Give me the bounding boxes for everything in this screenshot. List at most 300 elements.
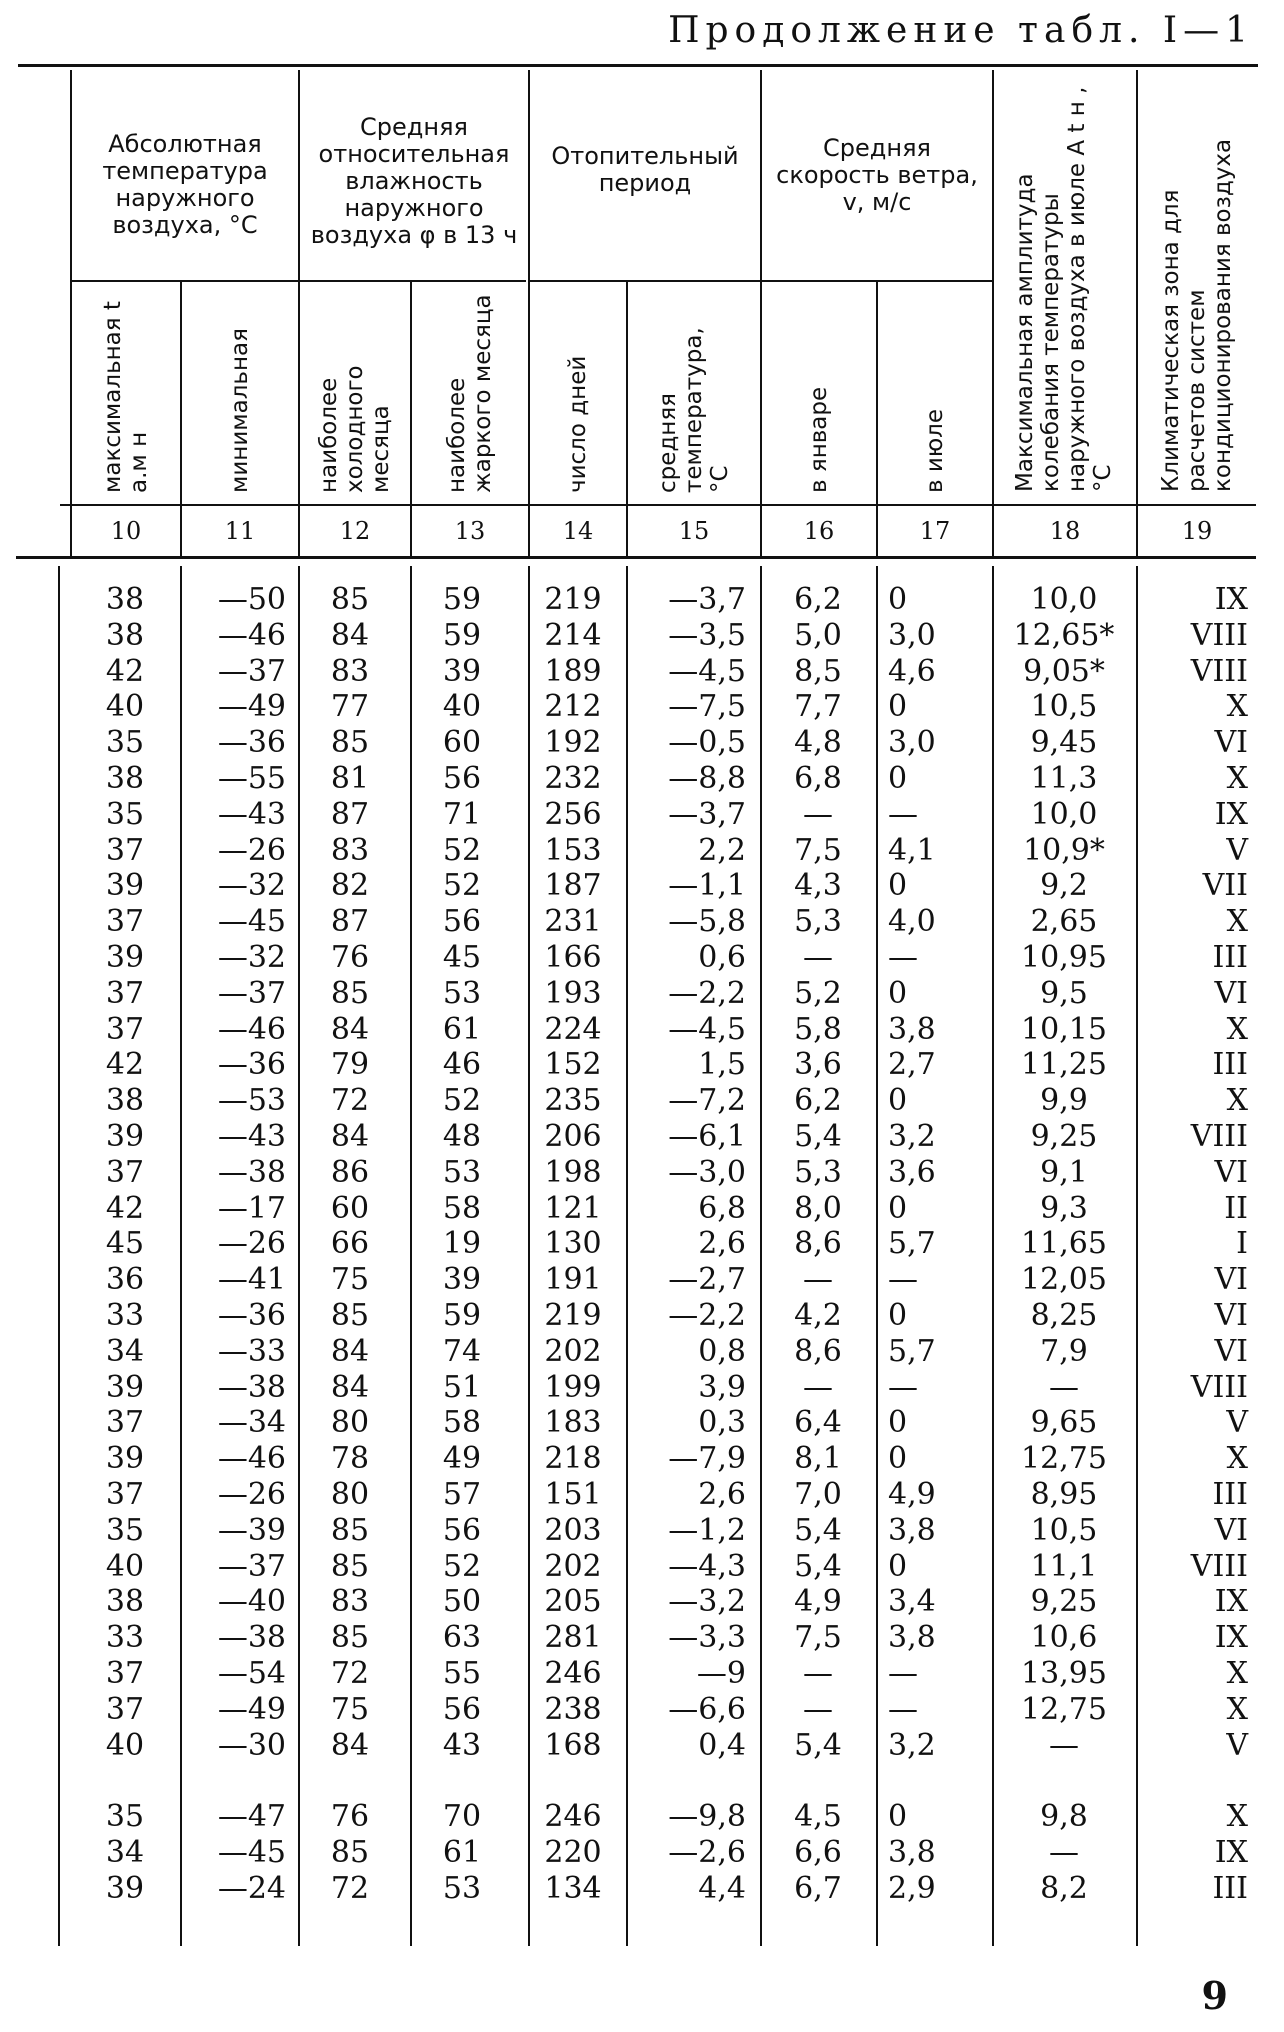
table-cell: 82 bbox=[330, 868, 370, 904]
table-cell: 37 bbox=[105, 1656, 145, 1691]
column-number: 18 bbox=[1049, 517, 1081, 545]
table-cell: 193 bbox=[544, 975, 602, 1011]
table-cell: —37 bbox=[217, 1548, 286, 1584]
table-cell: —8,8 bbox=[668, 761, 746, 796]
table-cell: 39 bbox=[442, 1262, 482, 1298]
table-cell: —49 bbox=[217, 689, 286, 725]
table-cell: 84 bbox=[330, 1727, 370, 1763]
table-cell: 39 bbox=[105, 1119, 145, 1154]
table-cell: 10,5 bbox=[1030, 689, 1098, 725]
table-cell: 0,4 bbox=[698, 1727, 746, 1763]
table-cell: VI bbox=[1214, 1154, 1248, 1190]
table-cell: 6,8 bbox=[698, 1190, 746, 1226]
table-cell: 0,8 bbox=[698, 1333, 746, 1369]
table-cell: 9,25 bbox=[1030, 1584, 1098, 1620]
table-cell: —2,2 bbox=[668, 1298, 746, 1333]
table-cell: —3,2 bbox=[668, 1584, 746, 1620]
table-cell: 6,8 bbox=[794, 761, 842, 796]
table-cell: 40 bbox=[105, 689, 145, 725]
table-cell: —43 bbox=[217, 796, 286, 832]
table-cell: 38 bbox=[105, 1083, 145, 1119]
table-cell: 39 bbox=[442, 653, 482, 689]
table-cell: 281 bbox=[544, 1620, 602, 1656]
table-cell: 5,0 bbox=[794, 617, 842, 653]
table-cell: 3,2 bbox=[888, 1727, 936, 1763]
table-cell: 61 bbox=[442, 1835, 482, 1871]
table-cell: 38 bbox=[105, 582, 145, 617]
column-number: 16 bbox=[803, 517, 835, 545]
table-cell: 5,2 bbox=[794, 975, 842, 1011]
table-cell: — bbox=[803, 1262, 833, 1298]
table-cell: 121 bbox=[544, 1190, 602, 1226]
table-cell: 45 bbox=[105, 1226, 145, 1262]
table-cell: 246 bbox=[544, 1799, 602, 1835]
table-cell: 35 bbox=[105, 1799, 145, 1835]
table-cell: —4,3 bbox=[668, 1548, 746, 1584]
table-cell: 0 bbox=[888, 1083, 908, 1119]
table-cell: —41 bbox=[217, 1262, 286, 1298]
table-cell: 81 bbox=[330, 761, 370, 796]
table-cell: VI bbox=[1214, 1262, 1248, 1298]
table-cell: —26 bbox=[217, 1477, 286, 1512]
table-cell: —26 bbox=[217, 1226, 286, 1262]
table-cell: IX bbox=[1214, 1835, 1248, 1871]
table-cell: IX bbox=[1214, 582, 1248, 617]
sub-hot-text: наиболее жаркого месяца bbox=[444, 294, 496, 493]
table-cell: 11,3 bbox=[1030, 761, 1098, 796]
page-number: 9 bbox=[1201, 1973, 1228, 2018]
table-cell: 3,8 bbox=[888, 1620, 936, 1656]
table-cell: 3,0 bbox=[888, 617, 936, 653]
table-cell: 3,8 bbox=[888, 1512, 936, 1548]
table-cell: — bbox=[888, 1656, 918, 1691]
table-cell: 52 bbox=[442, 832, 482, 868]
table-cell: 130 bbox=[544, 1226, 602, 1262]
table-cell: 5,4 bbox=[794, 1512, 842, 1548]
table-cell: 40 bbox=[442, 689, 482, 725]
table-cell: IX bbox=[1214, 1584, 1248, 1620]
table-cell: 60 bbox=[442, 725, 482, 761]
table-cell: 9,45 bbox=[1030, 725, 1098, 761]
table-cell: 80 bbox=[330, 1405, 370, 1441]
table-cell: 75 bbox=[330, 1691, 370, 1727]
table-cell: 153 bbox=[544, 832, 602, 868]
table-cell: —38 bbox=[217, 1620, 286, 1656]
table-cell: 7,0 bbox=[794, 1477, 842, 1512]
table-cell: —26 bbox=[217, 832, 286, 868]
table-cell: 61 bbox=[442, 1011, 482, 1047]
table-cell: —3,3 bbox=[668, 1620, 746, 1656]
table-cell: 189 bbox=[544, 653, 602, 689]
table-cell: 4,4 bbox=[698, 1871, 746, 1906]
table-cell: 134 bbox=[544, 1871, 602, 1906]
table-cell: —6,6 bbox=[668, 1691, 746, 1727]
table-cell: 2,6 bbox=[698, 1477, 746, 1512]
table-cell: 246 bbox=[544, 1656, 602, 1691]
table-cell: 206 bbox=[544, 1119, 602, 1154]
table-cell: 0,3 bbox=[698, 1405, 746, 1441]
table-cell: 37 bbox=[105, 1477, 145, 1512]
table-cell: X bbox=[1226, 1656, 1248, 1691]
table-cell: 202 bbox=[544, 1548, 602, 1584]
table-cell: —49 bbox=[217, 1691, 286, 1727]
table-cell: —37 bbox=[217, 975, 286, 1011]
table-cell: — bbox=[1049, 1835, 1079, 1871]
table-cell: 3,9 bbox=[698, 1369, 746, 1405]
table-cell: 219 bbox=[544, 582, 602, 617]
table-cell: 8,25 bbox=[1030, 1298, 1098, 1333]
table-cell: 37 bbox=[105, 1011, 145, 1047]
table-cell: —7,9 bbox=[668, 1441, 746, 1477]
table-cell: 12,05 bbox=[1021, 1262, 1107, 1298]
table-cell: —6,1 bbox=[668, 1119, 746, 1154]
table-cell: III bbox=[1212, 1047, 1248, 1083]
table-cell: —3,7 bbox=[668, 582, 746, 617]
table-cell: 203 bbox=[544, 1512, 602, 1548]
table-cell: 52 bbox=[442, 868, 482, 904]
table-cell: 10,95 bbox=[1021, 940, 1107, 975]
table-cell: —37 bbox=[217, 653, 286, 689]
table-cell: 39 bbox=[105, 1871, 145, 1906]
table-cell: IX bbox=[1214, 1620, 1248, 1656]
table-cell: 0,6 bbox=[698, 940, 746, 975]
table-cell: 56 bbox=[442, 761, 482, 796]
column-number: 14 bbox=[562, 517, 594, 545]
table-cell: 0 bbox=[888, 582, 908, 617]
table-cell: 38 bbox=[105, 617, 145, 653]
table-cell: 4,0 bbox=[888, 904, 936, 940]
continuation-label: Продолжение табл. I—1 bbox=[668, 10, 1254, 51]
sub-avg-temp-text: средняя температура, °С bbox=[655, 327, 733, 493]
table-cell: 83 bbox=[330, 653, 370, 689]
table-cell: —7,5 bbox=[668, 689, 746, 725]
table-cell: —45 bbox=[217, 904, 286, 940]
table-cell: —46 bbox=[217, 1011, 286, 1047]
table-cell: 0 bbox=[888, 1190, 908, 1226]
table-cell: 57 bbox=[442, 1477, 482, 1512]
table-cell: — bbox=[803, 1369, 833, 1405]
table-cell: 9,2 bbox=[1040, 868, 1088, 904]
table-cell: —50 bbox=[217, 582, 286, 617]
table-cell: 3,2 bbox=[888, 1119, 936, 1154]
sub-hot bbox=[412, 284, 528, 502]
table-cell: —4,5 bbox=[668, 653, 746, 689]
table-cell: 0 bbox=[888, 868, 908, 904]
table-cell: 37 bbox=[105, 904, 145, 940]
sub-jul bbox=[878, 284, 992, 502]
table-cell: 5,4 bbox=[794, 1727, 842, 1763]
table-cell: 5,3 bbox=[794, 1154, 842, 1190]
table-cell: 38 bbox=[105, 761, 145, 796]
table-cell: 11,25 bbox=[1021, 1047, 1107, 1083]
table-cell: 3,6 bbox=[888, 1154, 936, 1190]
table-cell: 235 bbox=[544, 1083, 602, 1119]
table-cell: 85 bbox=[330, 725, 370, 761]
table-cell: —36 bbox=[217, 1047, 286, 1083]
table-cell: 4,6 bbox=[888, 653, 936, 689]
group-amplitude-text: Максимальная амплитуда колебания температуры наружного воздуха в июле A t н , °С bbox=[1012, 86, 1116, 492]
table-cell: 220 bbox=[544, 1835, 602, 1871]
table-cell: 3,8 bbox=[888, 1011, 936, 1047]
table-cell: — bbox=[888, 1691, 918, 1727]
table-cell: 59 bbox=[442, 582, 482, 617]
table-cell: 19 bbox=[442, 1226, 482, 1262]
table-cell: 84 bbox=[330, 617, 370, 653]
table-cell: —54 bbox=[217, 1656, 286, 1691]
column-number: 17 bbox=[919, 517, 951, 545]
table-cell: 53 bbox=[442, 1871, 482, 1906]
table-cell: 53 bbox=[442, 975, 482, 1011]
sub-jan bbox=[762, 284, 876, 502]
sub-min-text: минимальная bbox=[227, 328, 253, 493]
table-cell: 7,5 bbox=[794, 1620, 842, 1656]
table-cell: 42 bbox=[105, 653, 145, 689]
table-cell: — bbox=[888, 940, 918, 975]
table-cell: 85 bbox=[330, 975, 370, 1011]
table-cell: 8,6 bbox=[794, 1226, 842, 1262]
table-cell: 84 bbox=[330, 1333, 370, 1369]
table-cell: 198 bbox=[544, 1154, 602, 1190]
table-cell: VIII bbox=[1190, 1369, 1248, 1405]
table-cell: 72 bbox=[330, 1083, 370, 1119]
table-cell: 2,9 bbox=[888, 1871, 936, 1906]
table-cell: 0 bbox=[888, 1298, 908, 1333]
table-cell: 37 bbox=[105, 1691, 145, 1727]
table-cell: —2,2 bbox=[668, 975, 746, 1011]
table-cell: — bbox=[803, 1691, 833, 1727]
table-cell: 5,4 bbox=[794, 1119, 842, 1154]
table-cell: —9,8 bbox=[668, 1799, 746, 1835]
table-cell: 42 bbox=[105, 1047, 145, 1083]
table-cell: 187 bbox=[544, 868, 602, 904]
table-cell: 10,0 bbox=[1030, 582, 1098, 617]
table-cell: 7,5 bbox=[794, 832, 842, 868]
table-cell: 4,2 bbox=[794, 1298, 842, 1333]
table-cell: —2,7 bbox=[668, 1262, 746, 1298]
table-cell: —55 bbox=[217, 761, 286, 796]
table-cell: 232 bbox=[544, 761, 602, 796]
table-cell: V bbox=[1226, 1405, 1248, 1441]
table-cell: 191 bbox=[544, 1262, 602, 1298]
table-cell: 166 bbox=[544, 940, 602, 975]
table-cell: —46 bbox=[217, 617, 286, 653]
table-cell: VI bbox=[1214, 725, 1248, 761]
table-cell: 85 bbox=[330, 582, 370, 617]
table-cell: 0 bbox=[888, 1799, 908, 1835]
group-heating bbox=[532, 120, 758, 220]
table-cell: 36 bbox=[105, 1262, 145, 1298]
table-cell: 0 bbox=[888, 1405, 908, 1441]
table-cell: 85 bbox=[330, 1548, 370, 1584]
table-cell: 72 bbox=[330, 1656, 370, 1691]
sub-cold bbox=[300, 284, 410, 502]
table-cell: 2,6 bbox=[698, 1226, 746, 1262]
table-cell: —45 bbox=[217, 1835, 286, 1871]
table-cell: —7,2 bbox=[668, 1083, 746, 1119]
table-cell: 43 bbox=[442, 1727, 482, 1763]
table-cell: —4,5 bbox=[668, 1011, 746, 1047]
table-cell: 218 bbox=[544, 1441, 602, 1477]
table-cell: 2,2 bbox=[698, 832, 746, 868]
table-cell: 34 bbox=[105, 1835, 145, 1871]
table-cell: — bbox=[803, 796, 833, 832]
column-number: 12 bbox=[339, 517, 371, 545]
table-cell: 76 bbox=[330, 940, 370, 975]
table-cell: 56 bbox=[442, 904, 482, 940]
table-cell: 151 bbox=[544, 1477, 602, 1512]
table-cell: 37 bbox=[105, 1405, 145, 1441]
table-cell: 80 bbox=[330, 1477, 370, 1512]
table-cell: —24 bbox=[217, 1871, 286, 1906]
table-cell: 35 bbox=[105, 796, 145, 832]
table-cell: VIII bbox=[1190, 653, 1248, 689]
column-number: 11 bbox=[224, 517, 256, 545]
table-cell: 8,2 bbox=[1040, 1871, 1088, 1906]
group-wind-text: Средняя скорость ветра, v, м/с bbox=[776, 133, 978, 216]
table-cell: 42 bbox=[105, 1190, 145, 1226]
table-cell: 183 bbox=[544, 1405, 602, 1441]
table-cell: —9 bbox=[696, 1656, 746, 1691]
table-cell: V bbox=[1226, 1727, 1248, 1763]
table-cell: X bbox=[1226, 1011, 1248, 1047]
table-cell: 5,7 bbox=[888, 1333, 936, 1369]
table-cell: 5,4 bbox=[794, 1548, 842, 1584]
table-cell: 219 bbox=[544, 1298, 602, 1333]
table-cell: — bbox=[888, 796, 918, 832]
table-cell: 12,65* bbox=[1013, 617, 1115, 653]
table-cell: 0 bbox=[888, 761, 908, 796]
table-cell: 9,9 bbox=[1040, 1083, 1088, 1119]
table-cell: 85 bbox=[330, 1298, 370, 1333]
sub-avg-temp bbox=[628, 284, 760, 502]
table-cell: 8,1 bbox=[794, 1441, 842, 1477]
table-cell: 39 bbox=[105, 868, 145, 904]
table-cell: 7,7 bbox=[794, 689, 842, 725]
table-cell: 59 bbox=[442, 1298, 482, 1333]
table-cell: 85 bbox=[330, 1835, 370, 1871]
table-cell: — bbox=[803, 1656, 833, 1691]
table-cell: X bbox=[1226, 689, 1248, 725]
table-cell: 35 bbox=[105, 1512, 145, 1548]
table-cell: 85 bbox=[330, 1620, 370, 1656]
table-cell: 6,7 bbox=[794, 1871, 842, 1906]
table-cell: —36 bbox=[217, 725, 286, 761]
table-cell: 50 bbox=[442, 1584, 482, 1620]
group-divider-heating bbox=[530, 280, 760, 282]
table-cell: V bbox=[1226, 832, 1248, 868]
table-cell: VIII bbox=[1190, 617, 1248, 653]
table-cell: —34 bbox=[217, 1405, 286, 1441]
column-number: 19 bbox=[1181, 517, 1213, 545]
table-cell: 10,0 bbox=[1030, 796, 1098, 832]
vline-b-18 bbox=[992, 566, 994, 1946]
table-cell: 38 bbox=[105, 1584, 145, 1620]
table-cell: 13,95 bbox=[1021, 1656, 1107, 1691]
table-cell: 224 bbox=[544, 1011, 602, 1047]
column-number: 13 bbox=[454, 517, 486, 545]
table-cell: 4,9 bbox=[794, 1584, 842, 1620]
table-cell: 4,8 bbox=[794, 725, 842, 761]
table-cell: 4,9 bbox=[888, 1477, 936, 1512]
table-cell: —32 bbox=[217, 868, 286, 904]
vline-body-left bbox=[58, 566, 60, 1946]
table-cell: VI bbox=[1214, 1298, 1248, 1333]
table-cell: 2,7 bbox=[888, 1047, 936, 1083]
table-cell: —38 bbox=[217, 1369, 286, 1405]
table-cell: 9,1 bbox=[1040, 1154, 1088, 1190]
table-cell: —30 bbox=[217, 1727, 286, 1763]
table-cell: 55 bbox=[442, 1656, 482, 1691]
table-cell: —17 bbox=[217, 1190, 286, 1226]
table-cell: VI bbox=[1214, 1512, 1248, 1548]
table-cell: 6,2 bbox=[794, 1083, 842, 1119]
table-cell: 238 bbox=[544, 1691, 602, 1727]
group-absolute-temp bbox=[74, 110, 296, 260]
table-cell: 83 bbox=[330, 832, 370, 868]
table-cell: —36 bbox=[217, 1298, 286, 1333]
table-cell: 8,5 bbox=[794, 653, 842, 689]
table-cell: 60 bbox=[330, 1190, 370, 1226]
table-cell: —1,1 bbox=[668, 868, 746, 904]
table-cell: 214 bbox=[544, 617, 602, 653]
table-cell: 168 bbox=[544, 1727, 602, 1763]
table-cell: 76 bbox=[330, 1799, 370, 1835]
table-cell: III bbox=[1212, 1477, 1248, 1512]
table-cell: 9,65 bbox=[1030, 1405, 1098, 1441]
table-cell: VII bbox=[1202, 868, 1248, 904]
table-cell: 10,5 bbox=[1030, 1512, 1098, 1548]
table-cell: 84 bbox=[330, 1369, 370, 1405]
table-cell: 52 bbox=[442, 1548, 482, 1584]
table-cell: 205 bbox=[544, 1584, 602, 1620]
table-cell: 256 bbox=[544, 796, 602, 832]
table-cell: 3,0 bbox=[888, 725, 936, 761]
table-cell: 212 bbox=[544, 689, 602, 725]
sub-days-text: число дней bbox=[565, 355, 591, 493]
sub-cold-text: наиболее холодного месяца bbox=[316, 365, 394, 493]
table-cell: 9,5 bbox=[1040, 975, 1088, 1011]
table-cell: —38 bbox=[217, 1154, 286, 1190]
table-cell: —32 bbox=[217, 940, 286, 975]
table-cell: 59 bbox=[442, 617, 482, 653]
table-cell: —5,8 bbox=[668, 904, 746, 940]
table-cell: 3,6 bbox=[794, 1047, 842, 1083]
vline-b-16 bbox=[760, 566, 762, 1946]
table-cell: 10,9* bbox=[1023, 832, 1105, 868]
top-rule bbox=[18, 64, 1258, 67]
table-cell: 72 bbox=[330, 1871, 370, 1906]
table-cell: 75 bbox=[330, 1262, 370, 1298]
table-cell: — bbox=[888, 1262, 918, 1298]
table-cell: 66 bbox=[330, 1226, 370, 1262]
table-cell: — bbox=[888, 1369, 918, 1405]
group-amplitude bbox=[994, 72, 1134, 502]
table-cell: 34 bbox=[105, 1333, 145, 1369]
column-number: 15 bbox=[678, 517, 710, 545]
table-cell: 45 bbox=[442, 940, 482, 975]
table-cell: 8,0 bbox=[794, 1190, 842, 1226]
table-cell: X bbox=[1226, 1083, 1248, 1119]
table-cell: 70 bbox=[442, 1799, 482, 1835]
table-cell: 5,3 bbox=[794, 904, 842, 940]
table-cell: II bbox=[1224, 1190, 1248, 1226]
table-cell: 53 bbox=[442, 1154, 482, 1190]
table-cell: 6,2 bbox=[794, 582, 842, 617]
table-cell: 192 bbox=[544, 725, 602, 761]
table-cell: 10,15 bbox=[1021, 1011, 1107, 1047]
table-cell: 0 bbox=[888, 689, 908, 725]
table-cell: 10,6 bbox=[1030, 1620, 1098, 1656]
